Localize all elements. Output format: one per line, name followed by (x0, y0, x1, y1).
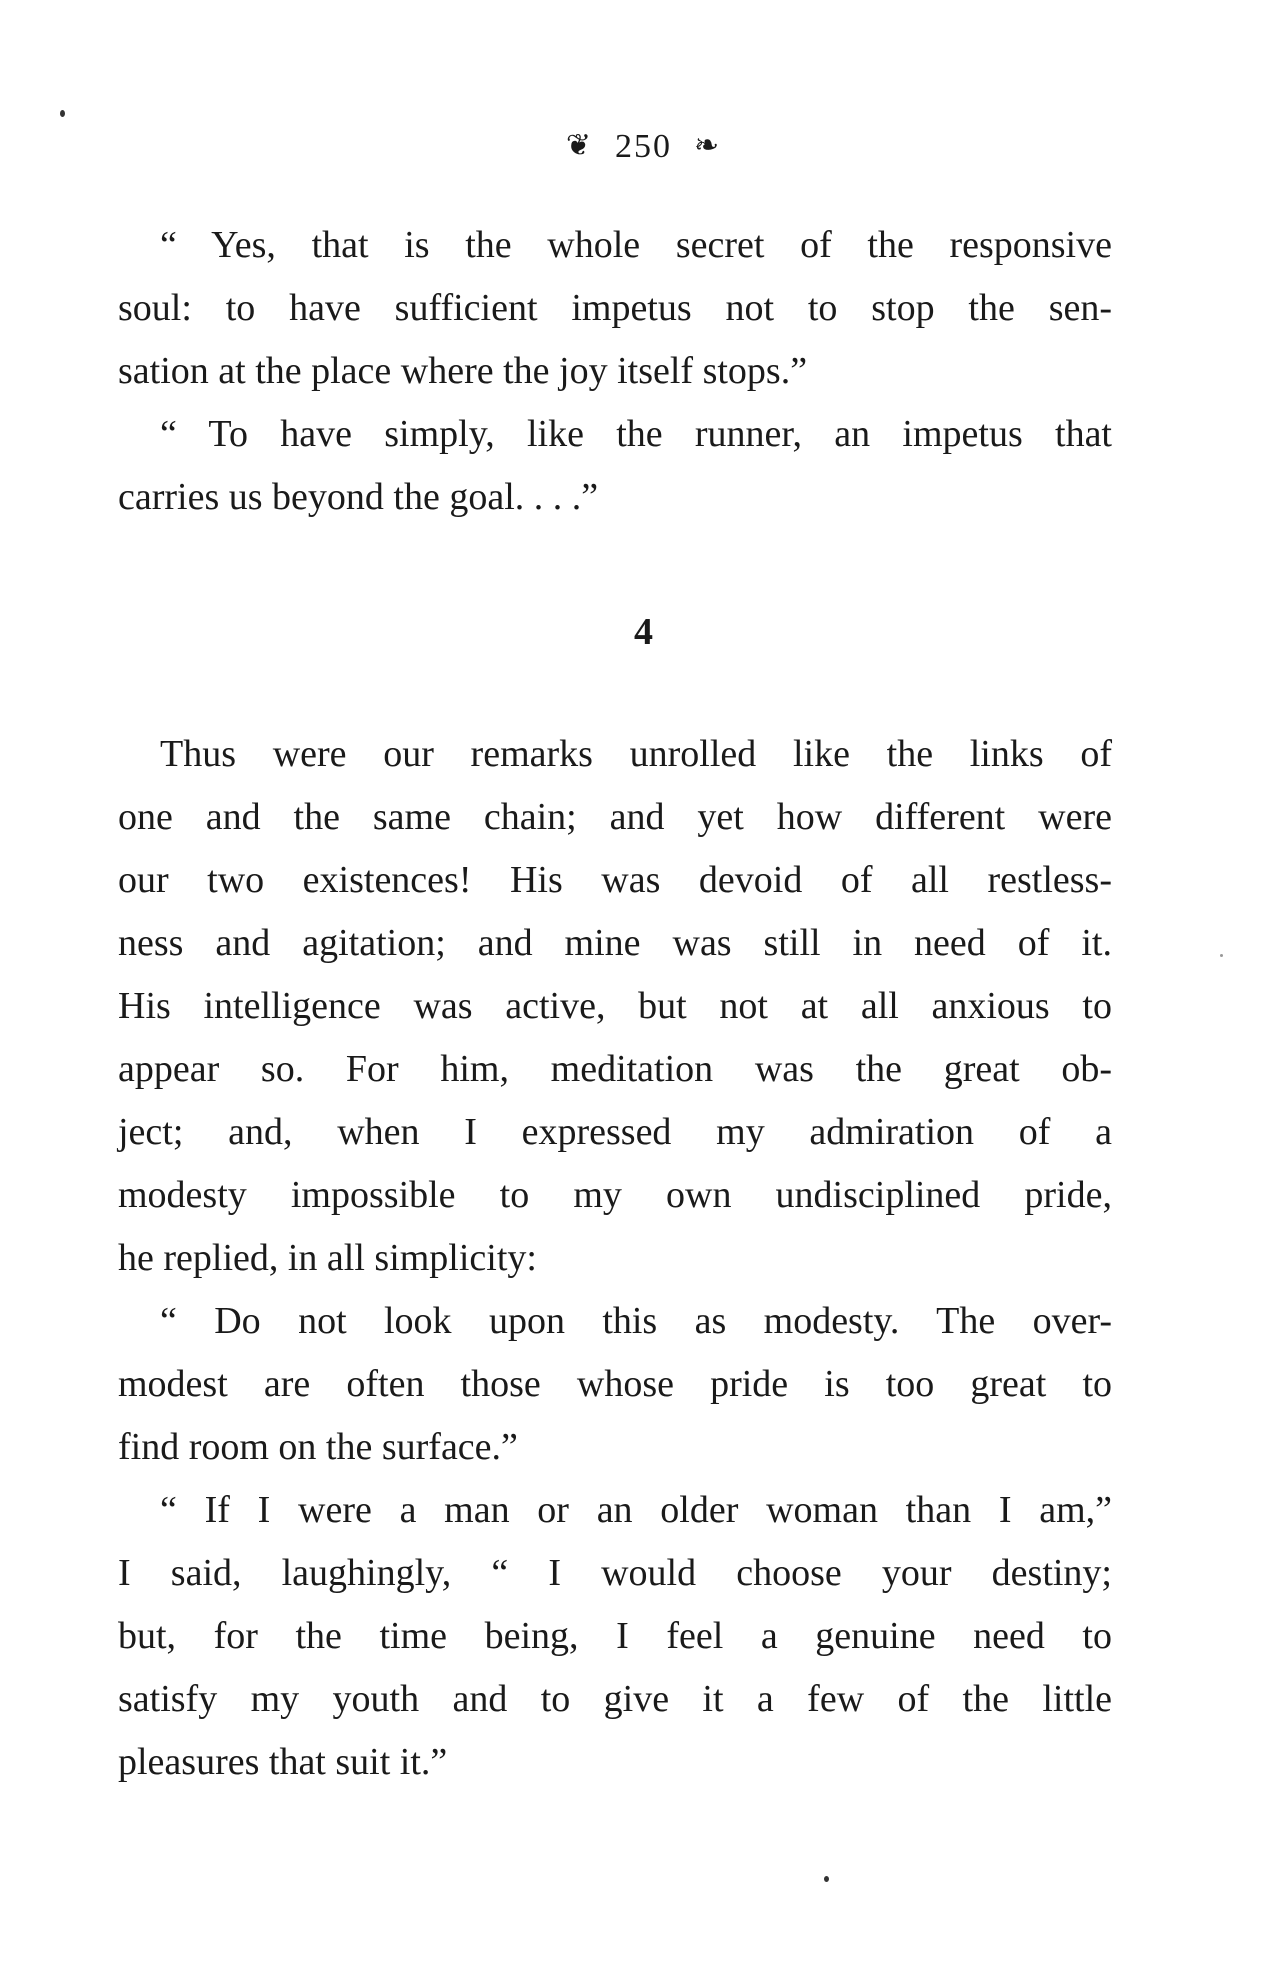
print-speck (60, 110, 65, 117)
text-line: soul: to have sufficient impetus not to stop the sen- (118, 287, 1112, 329)
text-block-1 (118, 214, 1112, 529)
text-line: satisfy my youth and to give it a few of the little (118, 1678, 1112, 1720)
text-line: Thus were our remarks unrolled like the links of (160, 733, 1112, 775)
text-line: but, for the time being, I feel a genuine need to (118, 1615, 1112, 1657)
text-line: find room on the surface.” (118, 1426, 518, 1468)
text-line: “ Do not look upon this as modesty. The over- (160, 1300, 1112, 1342)
text-line: I said, laughingly, “ I would choose your destiny; (118, 1552, 1112, 1594)
page-header (0, 128, 1287, 166)
section-number: 4 (634, 611, 653, 653)
text-line: “ To have simply, like the runner, an impetus that (160, 413, 1112, 455)
text-line: ject; and, when I expressed my admiration of a (118, 1111, 1112, 1153)
text-line: ness and agitation; and mine was still in need of it. (118, 922, 1112, 964)
left-ornament-icon: ❦ (565, 129, 593, 162)
page-number: 250 (615, 128, 672, 165)
text-line: modesty impossible to my own undisciplined pride, (118, 1174, 1112, 1216)
print-speck (1220, 954, 1223, 957)
text-line: carries us beyond the goal. . . .” (118, 476, 599, 518)
print-speck (824, 1876, 829, 1882)
text-line: sation at the place where the joy itself stops.” (118, 350, 808, 392)
text-line: appear so. For him, meditation was the great ob- (118, 1048, 1112, 1090)
right-ornament-icon: ❧ (694, 129, 722, 162)
text-line: modest are often those whose pride is too great to (118, 1363, 1112, 1405)
text-line: our two existences! His was devoid of all restless- (118, 859, 1112, 901)
text-line: “ Yes, that is the whole secret of the responsive (160, 224, 1112, 266)
text-line: pleasures that suit it.” (118, 1741, 448, 1783)
text-line: His intelligence was active, but not at all anxious to (118, 985, 1112, 1027)
text-line: one and the same chain; and yet how different were (118, 796, 1112, 838)
text-line: he replied, in all simplicity: (118, 1237, 537, 1279)
text-block-2 (118, 723, 1112, 1794)
text-line: “ If I were a man or an older woman than I am,” (160, 1489, 1112, 1531)
